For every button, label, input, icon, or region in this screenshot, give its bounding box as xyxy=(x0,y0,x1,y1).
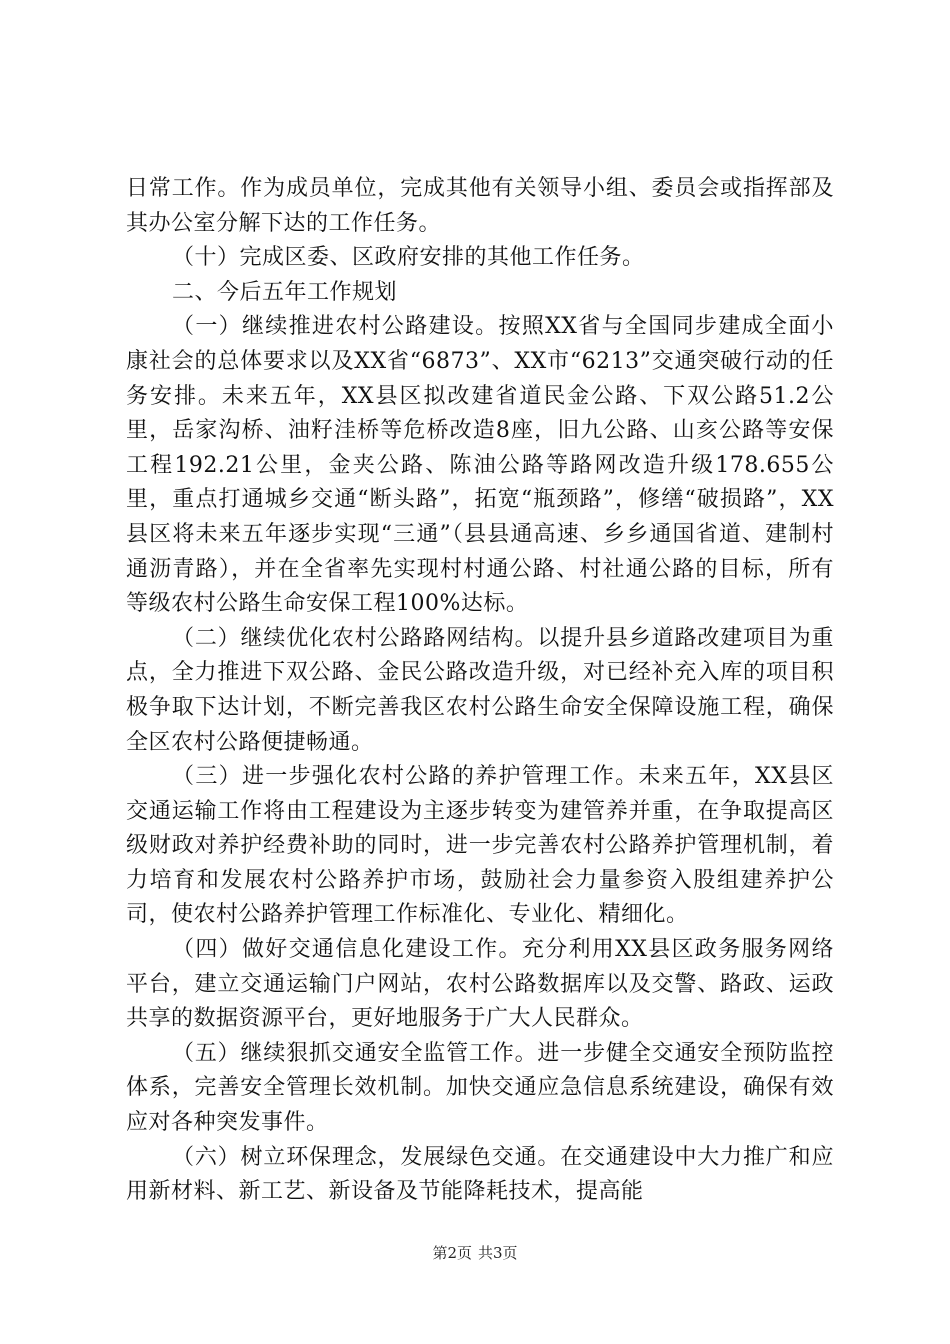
paragraph-continuation: 日常工作。作为成员单位，完成其他有关领导小组、委员会或指挥部及其办公室分解下达的工作任务。 xyxy=(126,176,834,236)
section-heading-five-year-plan: 二、今后五年工作规划 xyxy=(172,279,398,305)
page-footer xyxy=(0,1242,950,1263)
paragraph-plan-4: （四）做好交通信息化建设工作。充分利用XX县区政务服务网络平台，建立交通运输门户网站，农村公路数据库以及交警、路政、运政共享的数据资源平台，更好地服务于广大人民群众。 xyxy=(126,937,834,1032)
paragraph-plan-6: （六）树立环保理念，发展绿色交通。在交通建设中大力推广和应用新材料、新工艺、新设备及节能降耗技术，提高能 xyxy=(126,1144,834,1205)
paragraph-plan-1: （一）继续推进农村公路建设。按照XX省与全国同步建成全面小康社会的总体要求以及XX省“6873”、XX市“6213”交通突破行动的任务安排。未来五年，XX县区拟改建省道民金公路、下双公路51.2公里，岳家沟桥、油籽洼桥等危桥改造8座，旧九公路、山亥公路等安保工程192.21公里，金夹公路、陈油公路等路网改造升级178.655公里，重点打通城乡交通“断头路”，拓宽“瓶颈路”，修缮“破损路”，XX县区将未来五年逐步实现“三通”（县县通高速、乡乡通国省道、建制村通沥青路），并在全省率先实现村村通公路、村社通公路的目标，所有等级农村公路生命安保工程100%达标。 xyxy=(126,314,834,617)
document-body xyxy=(126,172,834,1210)
paragraph-plan-3: （三）进一步强化农村公路的养护管理工作。未来五年，XX县区交通运输工作将由工程建设为主逐步转变为建管养并重，在争取提高区级财政对养护经费补助的同时，进一步完善农村公路养护管理机制，着力培育和发展农村公路养护市场，鼓励社会力量参资入股组建养护公司，使农村公路养护管理工作标准化、专业化、精细化。 xyxy=(126,764,834,928)
paragraph-plan-2: （二）继续优化农村公路路网结构。以提升县乡道路改建项目为重点，全力推进下双公路、金民公路改造升级，对已经补充入库的项目积极争取下达计划，不断完善我区农村公路生命安全保障设施工程，确保全区农村公路便捷畅通。 xyxy=(126,625,834,755)
page-total: 共3页 xyxy=(478,1244,518,1262)
paragraph-item-10: （十）完成区委、区政府安排的其他工作任务。 xyxy=(172,245,645,271)
paragraph-plan-5: （五）继续狠抓交通安全监管工作。进一步健全交通安全预防监控体系，完善安全管理长效机制。加快交通应急信息系统建设，确保有效应对各种突发事件。 xyxy=(126,1040,834,1136)
page-number: 第2页 xyxy=(432,1244,472,1262)
